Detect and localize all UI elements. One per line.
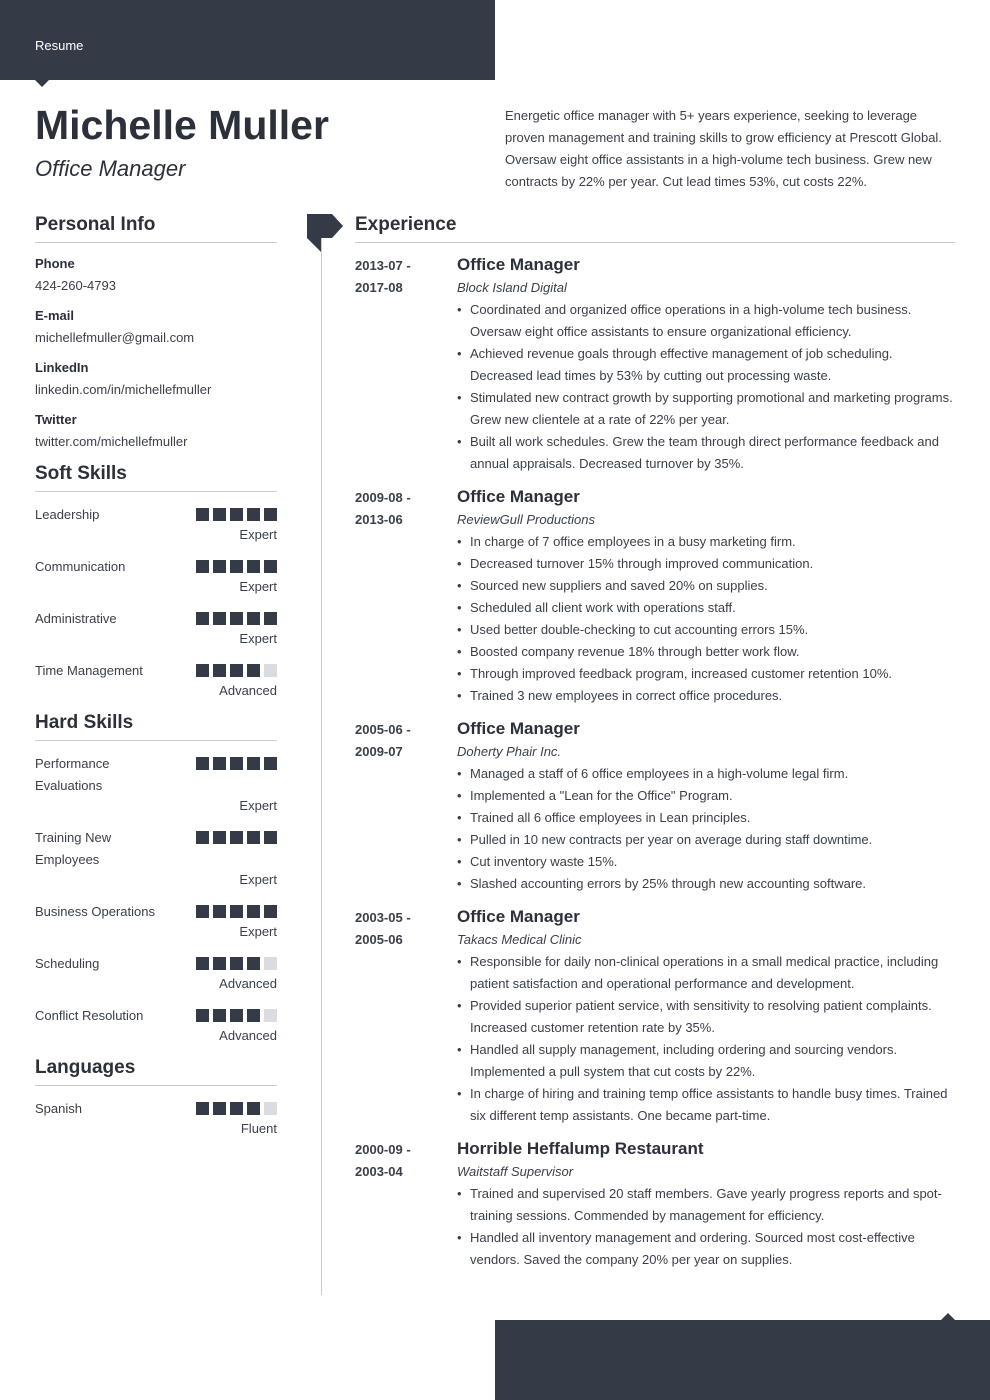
skill-item bbox=[35, 1005, 277, 1045]
skill-row bbox=[35, 953, 277, 975]
skill-rating bbox=[196, 1102, 277, 1115]
soft-skills-section bbox=[35, 463, 277, 700]
job-bullets bbox=[457, 531, 955, 707]
job-bullet: • Decreased turnover 15% through improved communication. bbox=[457, 553, 955, 575]
skill-item bbox=[35, 608, 277, 648]
info-value: twitter.com/michellefmuller bbox=[35, 434, 188, 449]
skill-rating bbox=[196, 1009, 277, 1022]
job-bullet: • Responsible for daily non-clinical operations in a small medical practice, including patient satisfaction and operational performance and development. bbox=[457, 951, 955, 995]
skill-name: Training New Employees bbox=[35, 830, 112, 867]
rating-dot-filled bbox=[247, 664, 260, 677]
soft-skills-list bbox=[35, 504, 277, 700]
job-bullet: • Stimulated new contract growth by supporting promotional and marketing programs. Grew new clientele at a rate of 22% per year. bbox=[457, 387, 955, 431]
header-band bbox=[0, 0, 495, 80]
skill-level: Expert bbox=[239, 631, 277, 646]
skill-level: Advanced bbox=[219, 683, 277, 698]
experience-flag-icon bbox=[307, 214, 344, 252]
timeline-line bbox=[321, 238, 322, 1295]
rating-dot-filled bbox=[247, 957, 260, 970]
skill-row bbox=[35, 608, 277, 630]
job-bullet: • In charge of hiring and training temp office assistants to handle busy times. Trained six different temp assistants. One became part-time. bbox=[457, 1083, 955, 1127]
skill-name: Business Operations bbox=[35, 904, 155, 919]
job-company: Block Island Digital bbox=[457, 280, 567, 295]
job-bullet: • Provided superior patient service, with sensitivity to resolving patient complaints. Increased customer retention rate by 35%. bbox=[457, 995, 955, 1039]
job-title: Horrible Heffalump Restaurant bbox=[457, 1139, 704, 1158]
skill-item bbox=[35, 504, 277, 544]
job-entry bbox=[355, 1137, 955, 1271]
skill-name: Administrative bbox=[35, 611, 117, 626]
rating-dot-filled bbox=[230, 508, 243, 521]
candidate-name: Michelle Muller bbox=[35, 102, 329, 148]
rating-dot-filled bbox=[196, 757, 209, 770]
job-bullet: • Built all work schedules. Grew the team through direct performance feedback and annual appraisals. Decreased turnover by 35%. bbox=[457, 431, 955, 475]
job-bullet: • Sourced new suppliers and saved 20% on supplies. bbox=[457, 575, 955, 597]
info-label: LinkedIn bbox=[35, 360, 89, 375]
rating-dot-filled bbox=[196, 1102, 209, 1115]
summary: Energetic office manager with 5+ years experience, seeking to leverage proven management and training skills to grow efficiency at Prescott Global. Oversaw eight office assistants in a high-volume tech business. Grew new contracts by 22% per year. Cut lead times 53%, cut costs 22%. bbox=[505, 108, 942, 189]
rating-dot-filled bbox=[230, 560, 243, 573]
job-company: Doherty Phair Inc. bbox=[457, 744, 562, 759]
job-bullet: • Handled all supply management, including ordering and sourcing vendors. Implemented a pull system that cut costs by 22%. bbox=[457, 1039, 955, 1083]
footer-band bbox=[495, 1320, 990, 1400]
languages-heading: Languages bbox=[35, 1057, 277, 1086]
job-dates: 2000-09 - 2003-04 bbox=[355, 1142, 411, 1179]
skill-rating bbox=[196, 757, 277, 770]
info-item-phone bbox=[35, 255, 277, 295]
rating-dot-empty bbox=[264, 1102, 277, 1115]
job-bullet: • Handled all inventory management and ordering. Sourced most cost-effective vendors. Saved the company 20% per year on supplies. bbox=[457, 1227, 955, 1271]
job-dates: 2013-07 - 2017-08 bbox=[355, 258, 411, 295]
personal-info-heading: Personal Info bbox=[35, 214, 277, 243]
job-company: Takacs Medical Clinic bbox=[457, 932, 582, 947]
soft-skills-heading: Soft Skills bbox=[35, 463, 277, 492]
rating-dot-filled bbox=[264, 831, 277, 844]
rating-dot-filled bbox=[213, 831, 226, 844]
hard-skills-list bbox=[35, 753, 277, 1045]
job-title: Office Manager bbox=[457, 719, 580, 738]
rating-dot-filled bbox=[196, 508, 209, 521]
rating-dot-filled bbox=[213, 957, 226, 970]
skill-rating bbox=[196, 612, 277, 625]
rating-dot-empty bbox=[264, 957, 277, 970]
job-bullet: • Trained and supervised 20 staff members. Gave yearly progress reports and spot-training sessions. Commended by management for efficiency. bbox=[457, 1183, 955, 1227]
job-bullet: • Managed a staff of 6 office employees in a high-volume legal firm. bbox=[457, 763, 955, 785]
hard-skills-heading: Hard Skills bbox=[35, 712, 277, 741]
rating-dot-filled bbox=[213, 508, 226, 521]
skill-name: Scheduling bbox=[35, 956, 100, 971]
right-column bbox=[355, 214, 955, 1281]
skill-row bbox=[35, 556, 277, 578]
job-bullet: • Implemented a "Lean for the Office" Program. bbox=[457, 785, 955, 807]
skill-rating bbox=[196, 957, 277, 970]
skill-item bbox=[35, 827, 277, 889]
job-dates: 2003-05 - 2005-06 bbox=[355, 910, 411, 947]
job-bullet: • Coordinated and organized office operations in a high-volume tech business. Oversaw eight office assistants to ensure organizational efficiency. bbox=[457, 299, 955, 343]
job-company: Waitstaff Supervisor bbox=[457, 1164, 574, 1179]
skill-row bbox=[35, 660, 277, 682]
job-title: Office Manager bbox=[457, 255, 580, 274]
header-band-notch bbox=[35, 80, 49, 87]
job-bullet: • Pulled in 10 new contracts per year on average during staff downtime. bbox=[457, 829, 955, 851]
rating-dot-filled bbox=[196, 560, 209, 573]
rating-dot-filled bbox=[247, 1009, 260, 1022]
job-bullets bbox=[457, 1183, 955, 1271]
job-dates: 2005-06 - 2009-07 bbox=[355, 722, 411, 759]
hard-skills-section bbox=[35, 712, 277, 1045]
skill-name: Leadership bbox=[35, 507, 100, 522]
info-value: michellefmuller@gmail.com bbox=[35, 330, 195, 345]
skill-level: Expert bbox=[239, 798, 277, 813]
rating-dot-empty bbox=[264, 664, 277, 677]
job-entry bbox=[355, 253, 955, 475]
rating-dot-filled bbox=[213, 560, 226, 573]
info-item-twitter bbox=[35, 411, 277, 451]
left-column bbox=[35, 214, 277, 1150]
job-entry bbox=[355, 905, 955, 1127]
rating-dot-filled bbox=[196, 1009, 209, 1022]
rating-dot-filled bbox=[230, 1009, 243, 1022]
skill-level: Advanced bbox=[219, 976, 277, 991]
rating-dot-filled bbox=[247, 831, 260, 844]
info-label: Twitter bbox=[35, 412, 77, 427]
skill-row bbox=[35, 901, 277, 923]
languages-list bbox=[35, 1098, 277, 1138]
skill-row bbox=[35, 753, 277, 797]
skill-rating bbox=[196, 664, 277, 677]
skill-name: Communication bbox=[35, 559, 126, 574]
info-item-linkedin bbox=[35, 359, 277, 399]
rating-dot-filled bbox=[264, 905, 277, 918]
job-dates: 2009-08 - 2013-06 bbox=[355, 490, 411, 527]
rating-dot-filled bbox=[247, 905, 260, 918]
info-value: linkedin.com/in/michellefmuller bbox=[35, 382, 212, 397]
skill-item bbox=[35, 901, 277, 941]
job-bullet: • Through improved feedback program, increased customer retention 10%. bbox=[457, 663, 955, 685]
rating-dot-filled bbox=[247, 508, 260, 521]
skill-level: Expert bbox=[239, 527, 277, 542]
rating-dot-filled bbox=[247, 1102, 260, 1115]
rating-dot-filled bbox=[230, 831, 243, 844]
skill-item bbox=[35, 556, 277, 596]
rating-dot-filled bbox=[213, 905, 226, 918]
job-entry bbox=[355, 485, 955, 707]
rating-dot-filled bbox=[196, 831, 209, 844]
job-bullet: • Achieved revenue goals through effective management of job scheduling. Decreased lead times by 53% by cutting out processing waste. bbox=[457, 343, 955, 387]
skill-item bbox=[35, 1098, 277, 1138]
skill-level: Expert bbox=[239, 872, 277, 887]
skill-item bbox=[35, 660, 277, 700]
footer-band-notch bbox=[941, 1313, 955, 1320]
rating-dot-filled bbox=[213, 1102, 226, 1115]
candidate-title: Office Manager bbox=[35, 156, 186, 181]
jobs-list bbox=[355, 253, 955, 1271]
skill-row bbox=[35, 1005, 277, 1027]
resume-label: Resume bbox=[35, 38, 84, 53]
rating-dot-filled bbox=[230, 957, 243, 970]
job-bullets bbox=[457, 951, 955, 1127]
skill-level: Expert bbox=[239, 924, 277, 939]
rating-dot-filled bbox=[213, 757, 226, 770]
job-bullets bbox=[457, 763, 955, 895]
job-entry bbox=[355, 717, 955, 895]
job-title: Office Manager bbox=[457, 487, 580, 506]
rating-dot-empty bbox=[264, 1009, 277, 1022]
skill-row bbox=[35, 1098, 277, 1120]
skill-level: Fluent bbox=[240, 1121, 277, 1136]
rating-dot-filled bbox=[264, 612, 277, 625]
job-bullet: • Boosted company revenue 18% through better work flow. bbox=[457, 641, 955, 663]
skill-rating bbox=[196, 508, 277, 521]
rating-dot-filled bbox=[196, 905, 209, 918]
skill-item bbox=[35, 753, 277, 815]
rating-dot-filled bbox=[213, 1009, 226, 1022]
skill-level: Advanced bbox=[219, 1028, 277, 1043]
skill-item bbox=[35, 953, 277, 993]
rating-dot-filled bbox=[230, 905, 243, 918]
info-item-email bbox=[35, 307, 277, 347]
info-label: Phone bbox=[35, 256, 75, 271]
rating-dot-filled bbox=[230, 612, 243, 625]
rating-dot-filled bbox=[230, 664, 243, 677]
job-bullets bbox=[457, 299, 955, 475]
rating-dot-filled bbox=[247, 560, 260, 573]
skill-name: Conflict Resolution bbox=[35, 1008, 144, 1023]
rating-dot-filled bbox=[213, 612, 226, 625]
rating-dot-filled bbox=[230, 757, 243, 770]
rating-dot-filled bbox=[264, 757, 277, 770]
job-company: ReviewGull Productions bbox=[457, 512, 596, 527]
rating-dot-filled bbox=[196, 664, 209, 677]
rating-dot-filled bbox=[247, 757, 260, 770]
rating-dot-filled bbox=[230, 1102, 243, 1115]
job-bullet: • Trained all 6 office employees in Lean principles. bbox=[457, 807, 955, 829]
skill-name: Performance Evaluations bbox=[35, 756, 110, 793]
job-title: Office Manager bbox=[457, 907, 580, 926]
skill-rating bbox=[196, 560, 277, 573]
job-bullet: • Slashed accounting errors by 25% through new accounting software. bbox=[457, 873, 955, 895]
rating-dot-filled bbox=[264, 508, 277, 521]
rating-dot-filled bbox=[196, 957, 209, 970]
personal-info-section bbox=[35, 214, 277, 451]
skill-row bbox=[35, 504, 277, 526]
rating-dot-filled bbox=[264, 560, 277, 573]
job-bullet: • Used better double-checking to cut accounting errors 15%. bbox=[457, 619, 955, 641]
info-value: 424-260-4793 bbox=[35, 278, 116, 293]
job-bullet: • Scheduled all client work with operations staff. bbox=[457, 597, 955, 619]
skill-name: Spanish bbox=[35, 1101, 82, 1116]
skill-name: Time Management bbox=[35, 663, 143, 678]
rating-dot-filled bbox=[196, 612, 209, 625]
job-bullet: • Cut inventory waste 15%. bbox=[457, 851, 955, 873]
skill-rating bbox=[196, 831, 277, 844]
skill-row bbox=[35, 827, 277, 871]
job-bullet: • Trained 3 new employees in correct office procedures. bbox=[457, 685, 955, 707]
rating-dot-filled bbox=[247, 612, 260, 625]
skill-level: Expert bbox=[239, 579, 277, 594]
languages-section bbox=[35, 1057, 277, 1138]
rating-dot-filled bbox=[213, 664, 226, 677]
experience-heading: Experience bbox=[355, 214, 955, 243]
job-bullet: • In charge of 7 office employees in a busy marketing firm. bbox=[457, 531, 955, 553]
skill-rating bbox=[196, 905, 277, 918]
info-label: E-mail bbox=[35, 308, 75, 323]
